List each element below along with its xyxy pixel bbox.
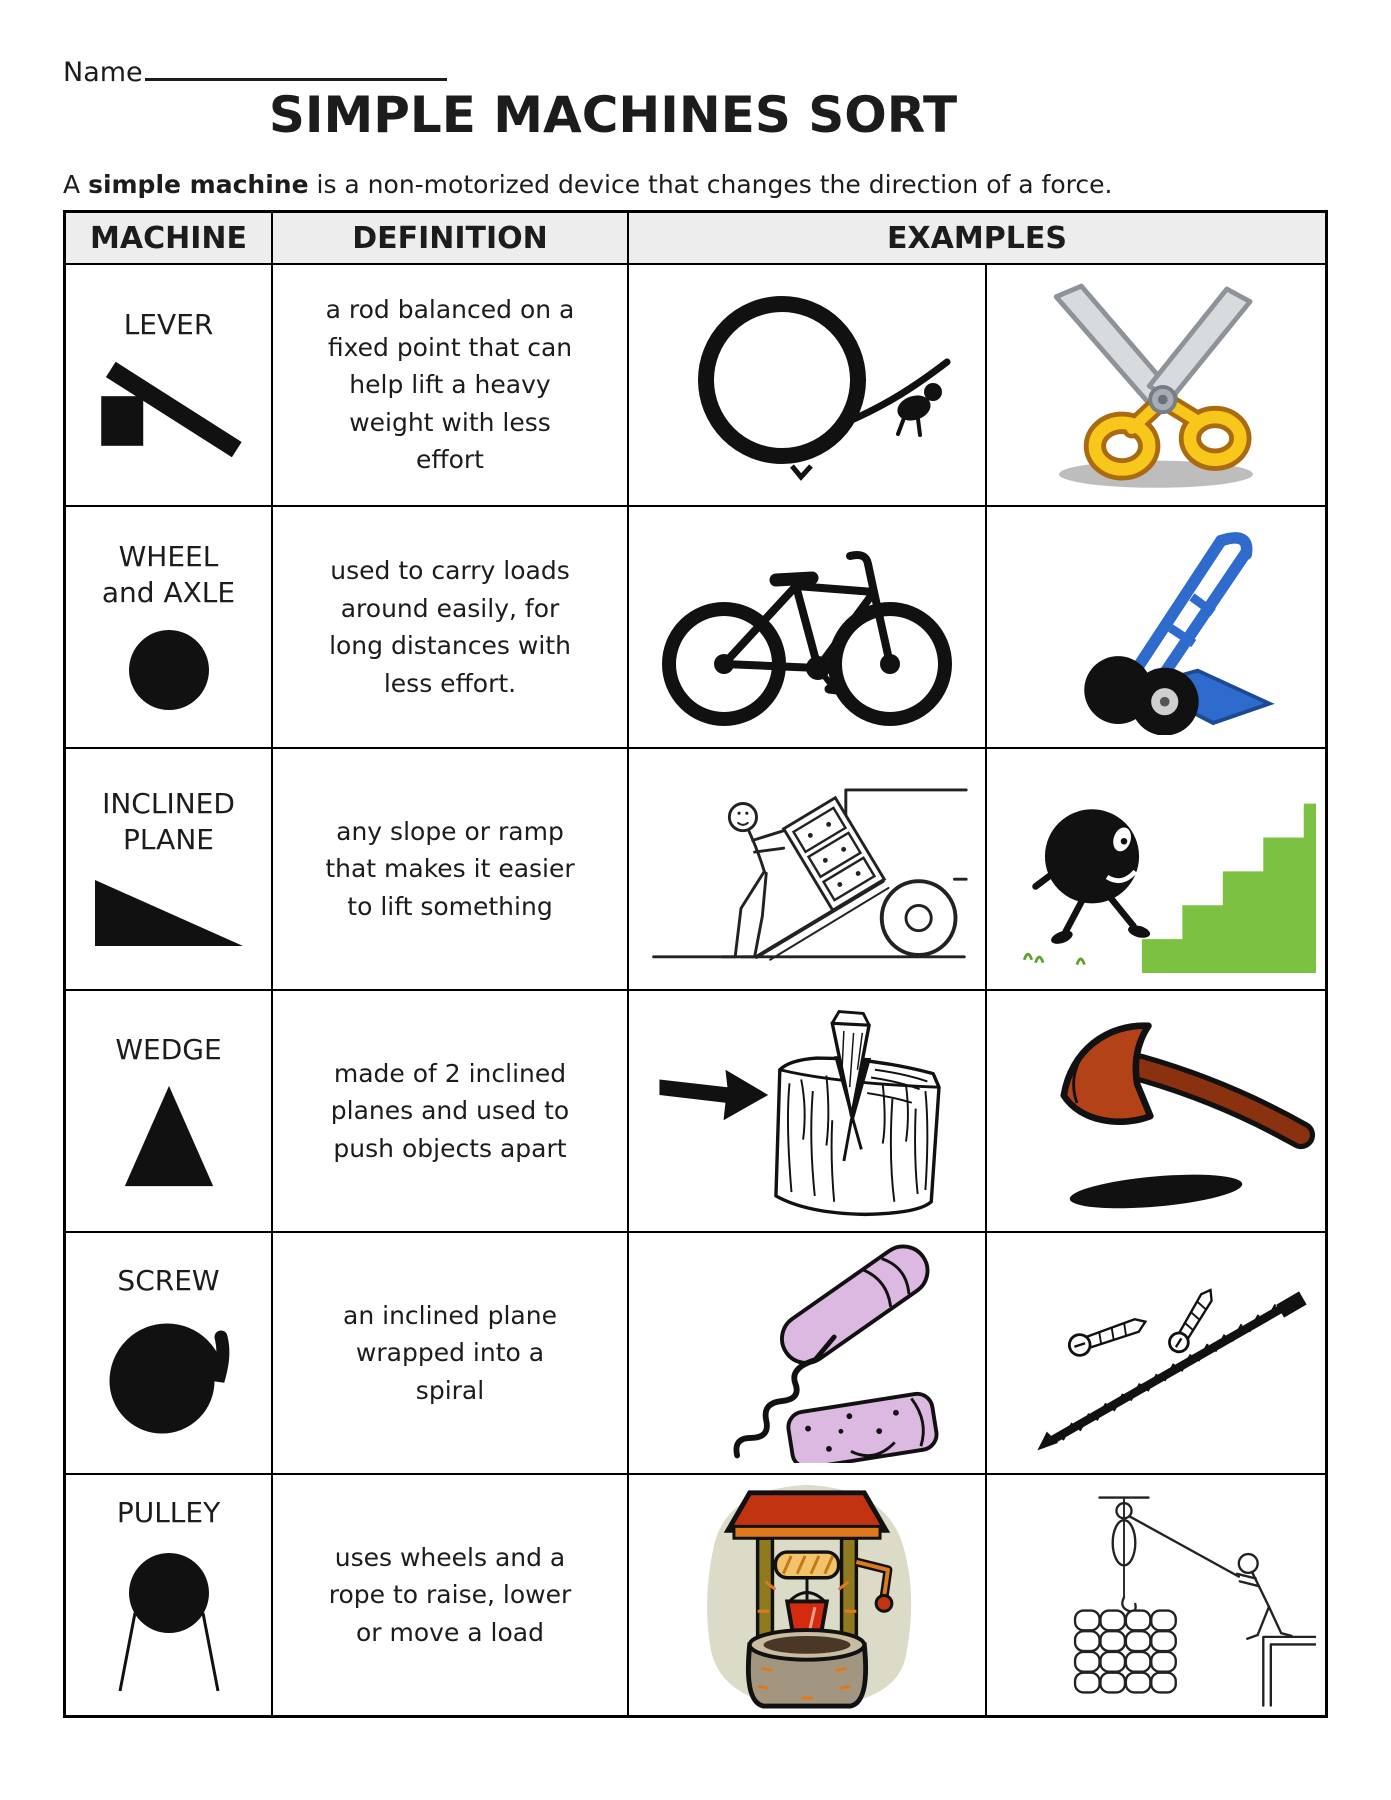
wheelbarrow-image [642,280,972,490]
definition-wheel-and-axle: used to carry loads around easily, for long distances with less effort. [271,505,627,747]
machine-label-wheel-and-axle: WHEEL and AXLE [101,539,236,609]
example-cell [627,505,985,747]
inclined-plane-icon [89,872,249,952]
header-machine: MACHINE [66,213,271,263]
example-cell [985,989,1325,1231]
definition-wedge: made of 2 inclined planes and used to push objects apart [271,989,627,1231]
intro-bold-term: simple machine [88,170,309,199]
example-cell [627,263,985,505]
machine-cell-wedge [66,989,271,1231]
example-cell [627,747,985,989]
example-cell [627,989,985,1231]
machine-label-wedge: WEDGE [115,1032,222,1066]
header-examples: EXAMPLES [627,213,1325,263]
page-title: SIMPLE MACHINES SORT [268,86,958,144]
simple-machines-table [63,210,1328,1718]
pulley-rope-icon [94,1545,244,1695]
pushing-box-up-ramp-image [642,762,972,977]
definition-inclined-plane: any slope or ramp that makes it easier to lift something [271,747,627,989]
header-definition: DEFINITION [271,213,627,263]
definition-lever: a rod balanced on a fixed point that can help lift a heavy weight with less effort [271,263,627,505]
solid-wheel-icon [124,625,214,715]
figure-running-up-stairs-image [996,762,1316,977]
example-cell [985,747,1325,989]
definition-screw: an inclined plane wrapped into a spiral [271,1231,627,1473]
machine-label-screw: SCREW [117,1263,220,1297]
name-field-row [63,50,447,88]
lever-icon [94,358,244,463]
intro-suffix: is a non-motorized device that changes the direction of a force. [308,170,1113,199]
machine-label-pulley: PULLEY [116,1495,221,1529]
example-cell [985,1231,1325,1473]
screws-and-threaded-rod-image [996,1243,1316,1463]
example-cell [627,1473,985,1715]
machine-cell-lever [66,263,271,505]
machine-label-inclined-plane: INCLINED PLANE [102,786,235,856]
example-cell [985,263,1325,505]
wedge-splitting-log-image [642,1001,972,1221]
bicycle-image [642,522,972,732]
name-label: Name [63,57,143,88]
intro-prefix: A [63,170,89,199]
intro-sentence [63,170,1112,199]
machine-cell-screw [66,1231,271,1473]
machine-cell-pulley [66,1473,271,1715]
water-well-image [657,1479,957,1711]
corkscrew-and-cork-image [642,1243,972,1463]
machine-cell-wheel-and-axle [66,505,271,747]
definition-pulley: uses wheels and a rope to raise, lower or move a load [271,1473,627,1715]
example-cell [985,1473,1325,1715]
machine-cell-inclined-plane [66,747,271,989]
wedge-triangle-icon [119,1082,219,1190]
machine-label-lever: LEVER [123,308,214,342]
pulley-lifting-load-image [996,1479,1316,1711]
hand-truck-image [996,520,1316,735]
name-blank-line [145,50,447,81]
spiral-icon [104,1313,234,1443]
axe-image [996,1001,1316,1221]
example-cell [627,1231,985,1473]
example-cell [985,505,1325,747]
scissors-image [996,278,1316,493]
